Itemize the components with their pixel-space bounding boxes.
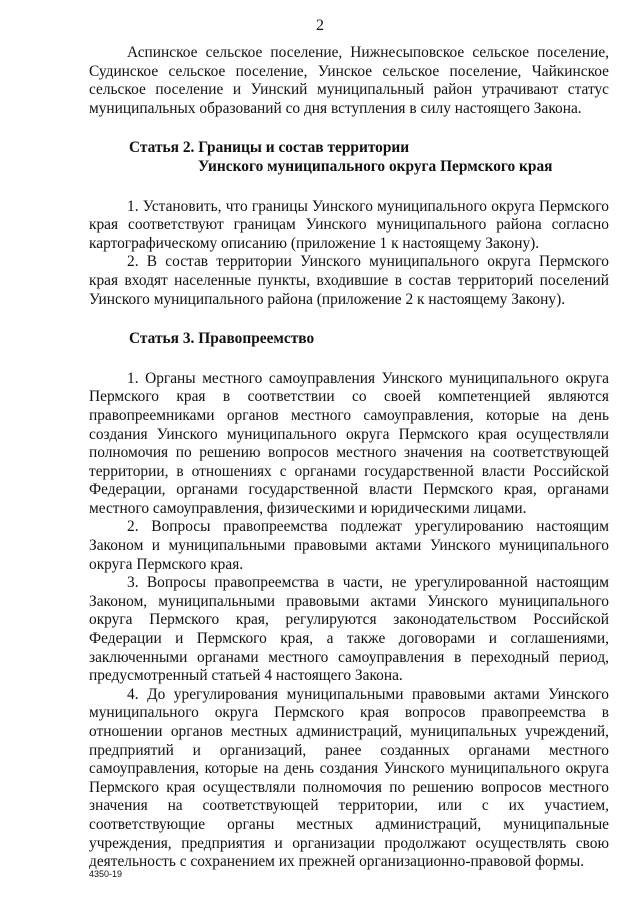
article-3-paragraph-4: 4. До урегулирования муниципальными правовыми актами Уинского муниципального округа Пермского края вопросов правопреемства в отношении органов местных администраций, муниципальных учреждений, предприятий и организаций, ранее созданных органами местного самоуправления, которые на день создания Уинского муниципального округа Пермского края осуществляли полномочия по решению вопросов местного значения на соответствующей территории, или с их участием, соответствующие органы местных администраций, муниципальные учреждения, предприятия и организации продолжают осуществлять свою деятельность с сохранением их прежней организационно-правовой формы. [89, 685, 609, 871]
article-2-title-line-2: Уинского муниципального округа Пермского края [198, 157, 553, 175]
article-2-heading [89, 139, 609, 176]
article-2-paragraph-2: 2. В состав территории Уинского муниципального округа Пермского края входят населенные пункты, входившие в состав территорий поселений Уинского муниципального района (приложение 2 к настоящему Закону). [89, 253, 609, 308]
page-number: 2 [316, 17, 324, 34]
article-3-paragraph-3: 3. Вопросы правопреемства в части, не урегулированной настоящим Законом, муниципальными правовыми актами Уинского муниципального округа Пермского края, регулируются законодательством Российской Федерации и Пермского края, а также договорами и соглашениями, заключенными органами местного самоуправления в переходный период, предусмотренный статьей 4 настоящего Закона. [89, 574, 609, 685]
footer-code: 4350-19 [89, 869, 123, 879]
intro-paragraph: Аспинское сельское поселение, Нижнесыповское сельское поселение, Судинское сельское поселение, Уинское сельское поселение, Чайкинское сельское поселение и Уинский муниципальный район утрачивают статус муниципальных образований со дня вступления в силу настоящего Закона. [89, 44, 609, 117]
document-body [89, 44, 609, 872]
article-2-title-line-1: Статья 2. Границы и состав территории [129, 139, 410, 157]
article-2-paragraph-1: 1. Установить, что границы Уинского муниципального округа Пермского края соответствуют границам Уинского муниципального района согласно картографическому описанию (приложение 1 к настоящему Закону). [89, 197, 609, 252]
article-3-paragraph-1: 1. Органы местного самоуправления Уинского муниципального округа Пермского края в соответствии со своей компетенцией являются правопреемниками органов местного самоуправления, которые на день создания Уинского муниципального округа Пермского края осуществляли полномочия по решению вопросов местного значения на соответствующей территории, в отношениях с органами государственной власти Российской Федерации, органами государственной власти Пермского края, органами местного самоуправления, физическими и юридическими лицами. [89, 369, 609, 517]
article-3-paragraph-2: 2. Вопросы правопреемства подлежат урегулированию настоящим Законом и муниципальными правовыми актами Уинского муниципального округа Пермского края. [89, 518, 609, 573]
article-3-heading: Статья 3. Правопреемство [129, 330, 315, 348]
